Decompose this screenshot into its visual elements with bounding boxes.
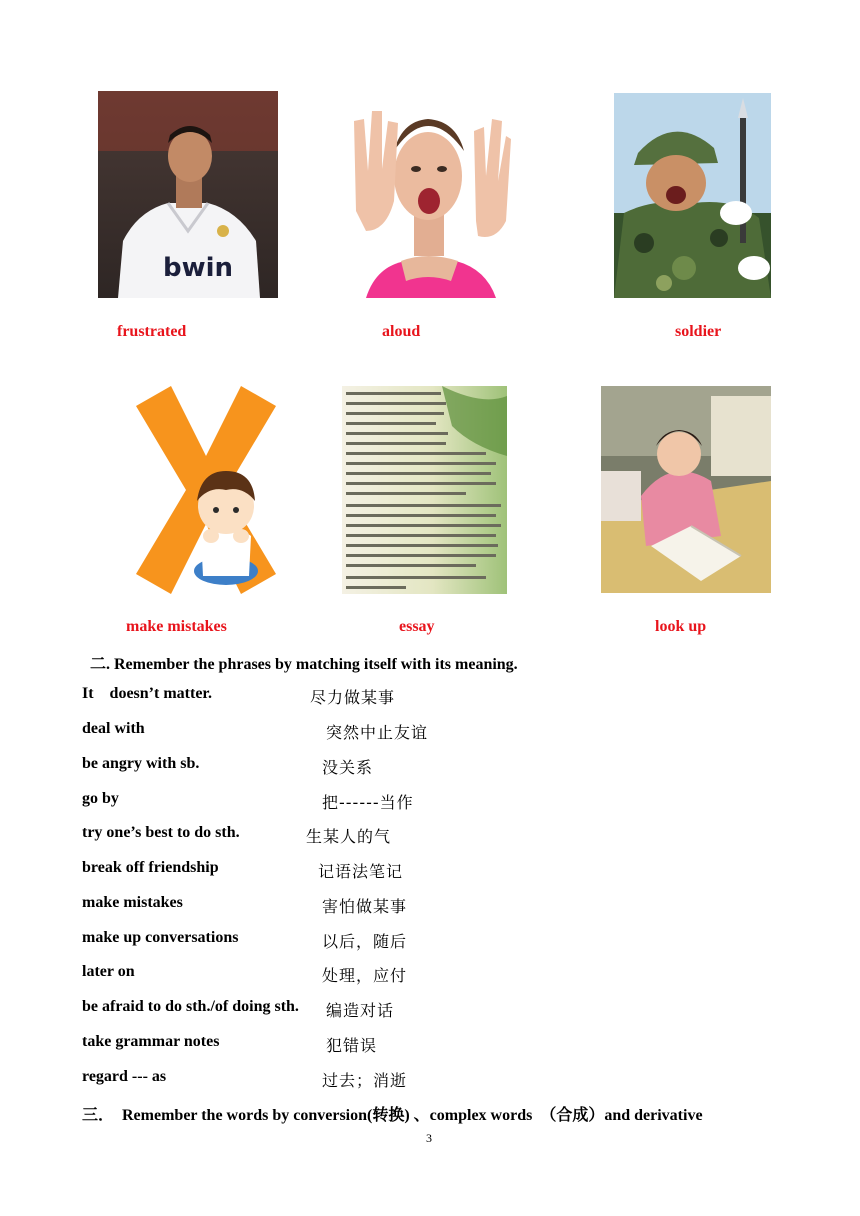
phrase-item: deal with (82, 720, 145, 737)
meaning-item: 编造对话 (326, 1001, 395, 1020)
meaning-item: 过去；消逝 (322, 1071, 408, 1090)
essay-text-page-photo (342, 386, 507, 594)
phrase-item: regard --- as (82, 1068, 167, 1085)
football-player-photo (98, 91, 278, 298)
phrase-item: be angry with sb. (82, 755, 200, 772)
meaning-item: 突然中止友谊 (326, 723, 429, 742)
meaning-item: 尽力做某事 (310, 688, 396, 707)
phrase-item: take grammar notes (82, 1033, 220, 1050)
phrase-item: later on (82, 963, 135, 980)
phrase-item: go by (82, 790, 119, 807)
meaning-item: 没关系 (322, 758, 374, 777)
meaning-item: 生某人的气 (306, 827, 392, 846)
caption-make-mistakes: make mistakes (126, 618, 227, 635)
meaning-item: 把------当作 (322, 793, 414, 812)
caption-essay: essay (399, 618, 435, 635)
phrase-item: It doesn’t matter. (82, 685, 213, 702)
meaning-item: 以后，随后 (322, 932, 408, 951)
shouting-soldier-photo (614, 93, 771, 298)
caption-soldier: soldier (675, 323, 722, 340)
meaning-item: 处理，应付 (322, 966, 408, 985)
phrase-item: be afraid to do sth./of doing sth. (82, 998, 299, 1015)
caption-look-up: look up (655, 618, 707, 635)
meaning-item: 记语法笔记 (318, 862, 404, 881)
phrase-item: make mistakes (82, 894, 183, 911)
girl-reading-dictionary-photo (601, 386, 771, 593)
meaning-item: 害怕做某事 (322, 897, 408, 916)
shouting-woman-photo (346, 91, 511, 298)
orange-x-boy-illustration (131, 386, 281, 594)
section-2-heading: 二. Remember the phrases by matching itself with its meaning. (90, 656, 518, 673)
svg-text:bwin: bwin (162, 253, 234, 283)
phrase-item: break off friendship (82, 859, 219, 876)
phrase-item: try one’s best to do sth. (82, 824, 240, 841)
section-3-heading: 三． Remember the words by conversion(转换) 、complex words （合成）and derivative (82, 1107, 703, 1124)
meaning-item: 犯错误 (326, 1036, 378, 1055)
caption-aloud: aloud (382, 323, 421, 340)
caption-frustrated: frustrated (117, 323, 187, 340)
phrase-item: make up conversations (82, 929, 239, 946)
page-number: 3 (426, 1131, 432, 1145)
